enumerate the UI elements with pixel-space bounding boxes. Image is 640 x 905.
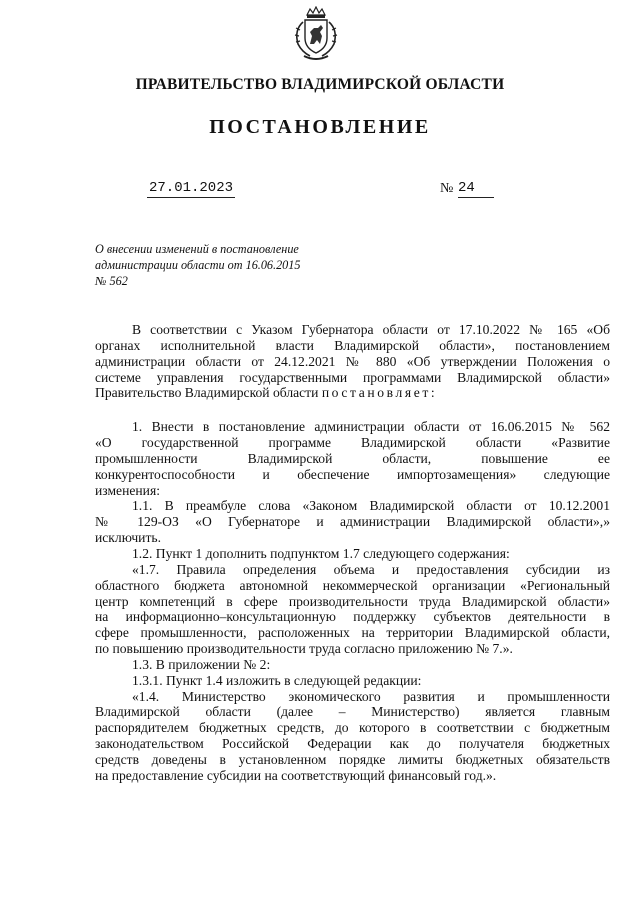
body-line: «О государственной программе Владимирской области «Развитие xyxy=(95,435,610,451)
body-line: исключить. xyxy=(95,530,161,546)
body-line: системе управления государственными программами Владимирской области» xyxy=(95,369,610,385)
document-number: 24 xyxy=(458,180,494,198)
number-sign: № xyxy=(440,181,454,196)
subject-line: администрации области от 16.06.2015 xyxy=(95,258,301,272)
body-line: на информационно–консультационную поддержку субъектов деятельности в xyxy=(95,609,610,625)
spacer xyxy=(95,401,610,419)
document-date: 27.01.2023 xyxy=(149,180,234,196)
body-line: конкурентоспособности и обеспечение импортозамещения» следующие xyxy=(95,466,610,482)
body-line: органах исполнительной власти Владимирской области», постановлением xyxy=(95,337,610,353)
body-line xyxy=(95,385,610,401)
government-title: ПРАВИТЕЛЬСТВО ВЛАДИМИРСКОЙ ОБЛАСТИ xyxy=(135,76,505,93)
document-type: ПОСТАНОВЛЕНИЕ xyxy=(209,116,431,138)
document-subject xyxy=(95,241,335,289)
body-line: средств доведены в установленном порядке лимиты бюджетных обязательств xyxy=(95,751,610,767)
decree-verb: постановляет: xyxy=(321,385,438,401)
body-line: № 129-ОЗ «О Губернаторе и администрации Владимирской области»,» xyxy=(95,514,610,530)
body-line: администрации области от 24.12.2021 № 880 «Об утверждении Положения о xyxy=(95,353,610,369)
body-line: промышленности Владимирской области, повышение ее xyxy=(95,450,610,466)
body-line: областного бюджета автономной некоммерческой организации «Региональный xyxy=(95,577,610,593)
document-body xyxy=(95,322,610,784)
body-line: «1.7. Правила определения объема и предоставления субсидии из xyxy=(132,561,610,577)
coat-of-arms-icon xyxy=(290,6,342,62)
body-line: «1.4. Министерство экономического развития и промышленности xyxy=(132,688,610,704)
body-line: сфере промышленности, расположенных на территории Владимирской области, xyxy=(95,625,610,641)
body-line: 1. Внести в постановление администрации области от 16.06.2015 № 562 xyxy=(132,419,610,435)
body-line: по повышению производительности труда согласно приложению № 7.». xyxy=(95,641,513,657)
body-line: 1.2. Пункт 1 дополнить подпунктом 1.7 следующего содержания: xyxy=(132,545,510,561)
body-line: 1.3. В приложении № 2: xyxy=(132,656,271,672)
subject-line: О внесении изменений в постановление xyxy=(95,242,299,256)
body-line: законодательством Российской Федерации как до получателя бюджетных xyxy=(95,736,610,752)
body-line: распорядителем бюджетных средств, до которого в соответствии с бюджетным xyxy=(95,720,610,736)
body-line: центр компетенций в сфере производительности труда Владимирской области» xyxy=(95,593,610,609)
decree-subject: Правительство Владимирской области xyxy=(95,385,319,401)
subject-line: № 562 xyxy=(95,274,128,288)
body-line: 1.1. В преамбуле слова «Законом Владимирской области от 10.12.2001 xyxy=(132,498,610,514)
body-line: Владимирской области (далее – Министерство) является главным xyxy=(95,704,610,720)
body-line: изменения: xyxy=(95,482,160,498)
body-line: 1.3.1. Пункт 1.4 изложить в следующей редакции: xyxy=(132,672,422,688)
body-line: на предоставление субсидии на соответствующий финансовый год.». xyxy=(95,767,497,783)
body-line: В соответствии с Указом Губернатора области от 17.10.2022 № 165 «Об xyxy=(132,322,610,337)
